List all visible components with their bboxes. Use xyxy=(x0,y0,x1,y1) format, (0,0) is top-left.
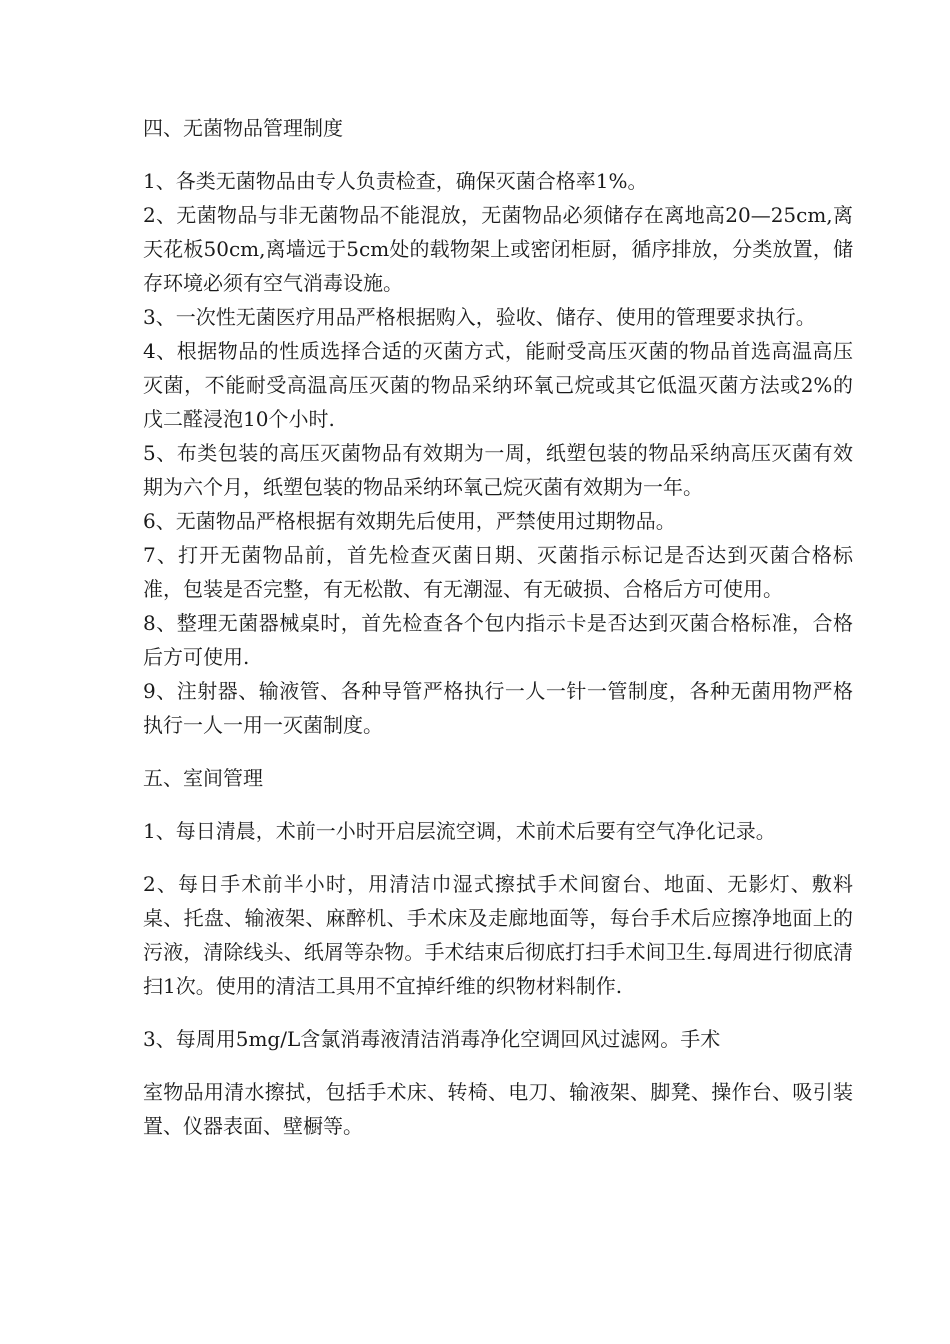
sterile-item-4: 4、根据物品的性质选择合适的灭菌方式，能耐受高压灭菌的物品首选高温高压灭菌，不能耐受高温高压灭菌的物品采纳环氧己烷或其它低温灭菌方法或2%的戊二醛浸泡10个小时. xyxy=(143,339,853,431)
room-item-2: 2、每日手术前半小时，用清洁巾湿式擦拭手术间窗台、地面、无影灯、敷料桌、托盘、输液架、麻醉机、手术床及走廊地面等，每台手术后应擦净地面上的污液，清除线头、纸屑等杂物。手术结束后彻底打扫手术间卫生.每周进行彻底清扫1次。使用的清洁工具用不宜掉纤维的织物材料制作. xyxy=(143,872,853,998)
section-heading-room-management: 五、室间管理 xyxy=(143,766,263,790)
sterile-item-9: 9、注射器、输液管、各种导管严格执行一人一针一管制度，各种无菌用物严格执行一人一用一灭菌制度。 xyxy=(143,679,853,737)
sterile-item-7: 7、打开无菌物品前，首先检查灭菌日期、灭菌指示标记是否达到灭菌合格标准，包装是否完整，有无松散、有无潮湿、有无破损、合格后方可使用。 xyxy=(143,543,853,601)
room-item-3: 3、每周用5mg/L含氯消毒液清洁消毒净化空调回风过滤网。手术 xyxy=(143,1027,721,1051)
sterile-item-2: 2、无菌物品与非无菌物品不能混放，无菌物品必须储存在离地高20—25cm,离天花板50cm,离墙远于5cm处的载物架上或密闭柜厨，循序排放，分类放置，储存环境必须有空气消毒设施。 xyxy=(143,203,853,295)
sterile-item-6: 6、无菌物品严格根据有效期先后使用，严禁使用过期物品。 xyxy=(143,509,676,533)
document-body xyxy=(143,111,853,1143)
section-heading-sterile-items: 四、无菌物品管理制度 xyxy=(143,116,343,140)
sterile-item-3: 3、一次性无菌医疗用品严格根据购入，验收、储存、使用的管理要求执行。 xyxy=(143,305,816,329)
sterile-item-1: 1、各类无菌物品由专人负责检查，确保灭菌合格率1%。 xyxy=(143,169,648,193)
sterile-item-5: 5、布类包装的高压灭菌物品有效期为一周，纸塑包装的物品采纳高压灭菌有效期为六个月，纸塑包装的物品采纳环氧己烷灭菌有效期为一年。 xyxy=(143,441,853,499)
room-item-1: 1、每日清晨，术前一小时开启层流空调，术前术后要有空气净化记录。 xyxy=(143,819,776,843)
sterile-item-8: 8、整理无菌器械桌时，首先检查各个包内指示卡是否达到灭菌合格标准，合格后方可使用. xyxy=(143,611,853,669)
room-item-3-continued: 室物品用清水擦拭，包括手术床、转椅、电刀、输液架、脚凳、操作台、吸引装置、仪器表面、壁橱等。 xyxy=(143,1080,853,1138)
